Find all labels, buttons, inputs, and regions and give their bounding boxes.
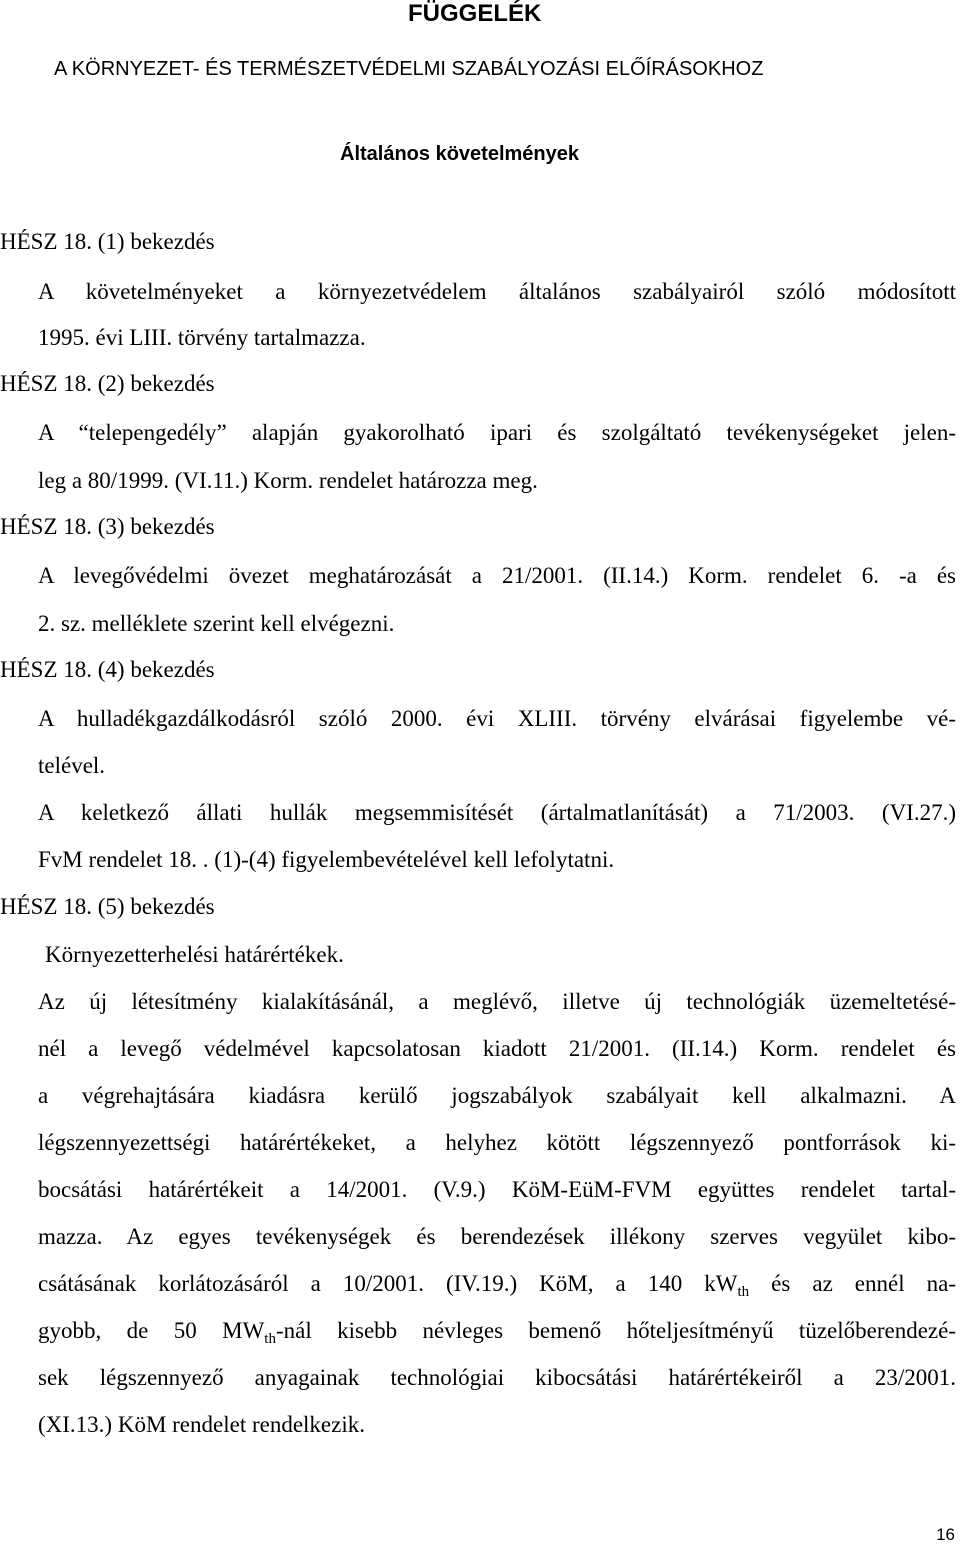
paragraph-3-line-1: A levegővédelmi övezet meghatározását a 21/2001. (II.14.) Korm. rendelet 6. -a és [38, 563, 956, 588]
paragraph-heading-3: HÉSZ 18. (3) bekezdés [0, 514, 215, 539]
paragraph-5-line: bocsátási határértékeit a 14/2001. (V.9.) KöM-EüM-FVM együttes rendelet tartal- [38, 1177, 956, 1202]
paragraph-4-line-2: telével. [38, 753, 106, 778]
paragraph-4-line-4: FvM rendelet 18. . (1)-(4) figyelembevételével kell lefolytatni. [38, 847, 615, 872]
paragraph-5-line: Az új létesítmény kialakításánál, a meglévő, illetve új technológiák üzemeltetésé- [38, 989, 956, 1014]
paragraph-4-line-1: A hulladékgazdálkodásról szóló 2000. évi XLIII. törvény elvárásai figyelembe vé- [38, 706, 956, 731]
paragraph-5-line-mw: gyobb, de 50 $MW_{th}$-nál kisebb névleges bemenő hőteljesítményű tüzelőberendezé- [38, 1318, 956, 1347]
page-number: 16 [936, 1525, 955, 1544]
paragraph-heading-4: HÉSZ 18. (4) bekezdés [0, 657, 215, 682]
paragraph-2-line-1: A “telepengedély” alapján gyakorolható ipari és szolgáltató tevékenységeket jelen- [38, 420, 956, 445]
page-title: FÜGGELÉK [408, 0, 542, 27]
page-subtitle: A KÖRNYEZET- ÉS TERMÉSZETVÉDELMI SZABÁLYOZÁSI ELŐÍRÁSOKHOZ [54, 58, 764, 80]
subscript: th [737, 1284, 750, 1300]
paragraph-2-line-2: leg a 80/1999. (VI.11.) Korm. rendelet határozza meg. [38, 468, 538, 493]
paragraph-3-line-2: 2. sz. melléklete szerint kell elvégezni. [38, 611, 395, 636]
paragraph-5-line-last: (XI.13.) KöM rendelet rendelkezik. [38, 1412, 365, 1437]
paragraph-5-subheading: Környezetterhelési határértékek. [45, 942, 344, 967]
paragraph-5-line: mazza. Az egyes tevékenységek és berendezések illékony szerves vegyület kibo- [38, 1224, 956, 1249]
paragraph-heading-2: HÉSZ 18. (2) bekezdés [0, 371, 215, 396]
paragraph-5-line: a végrehajtására kiadásra kerülő jogszabályok szabályait kell alkalmazni. A [38, 1083, 956, 1108]
paragraph-heading-5: HÉSZ 18. (5) bekezdés [0, 894, 215, 919]
section-heading: Általános követelmények [340, 143, 579, 165]
paragraph-1-line-2: 1995. évi LIII. törvény tartalmazza. [38, 325, 366, 350]
paragraph-5-line: légszennyezettségi határértékeket, a helyhez kötött légszennyező pontforrások ki- [38, 1130, 956, 1155]
paragraph-heading-1: HÉSZ 18. (1) bekezdés [0, 229, 215, 254]
paragraph-5-line: sek légszennyező anyagainak technológiai kibocsátási határértékeiről a 23/2001. [38, 1365, 956, 1390]
subscript: th [264, 1331, 276, 1347]
paragraph-5-line: nél a levegő védelmével kapcsolatosan kiadott 21/2001. (II.14.) Korm. rendelet és [38, 1036, 956, 1061]
paragraph-1-line-1: A követelményeket a környezetvédelem általános szabályairól szóló módosított [38, 279, 956, 304]
paragraph-4-line-3: A keletkező állati hullák megsemmisítését (ártalmatlanítását) a 71/2003. (VI.27.) [38, 800, 956, 825]
paragraph-5-body [38, 978, 956, 1448]
paragraph-5-line-kw: csátásának korlátozásáról a 10/2001. (IV.19.) KöM, a 140 $kW_{th}$ és az ennél na- [38, 1271, 956, 1300]
